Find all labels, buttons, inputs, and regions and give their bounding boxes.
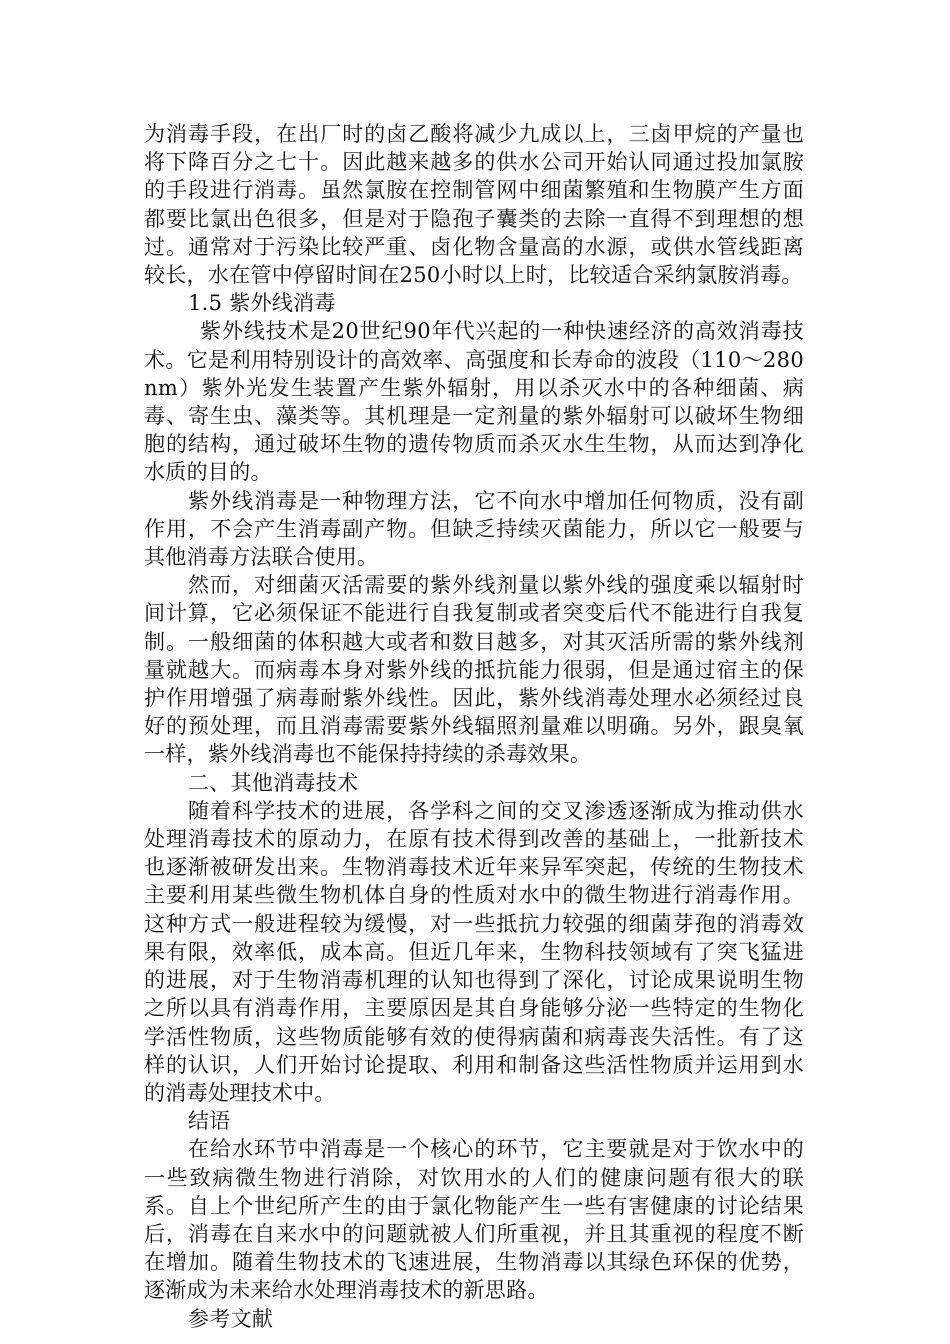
section-heading-conclusion: 结语: [188, 1109, 231, 1134]
paragraph-uv-intro: 紫外线技术是20世纪90年代兴起的一种快速经济的高效消毒技术。它是利用特别设计的高效率、高强度和长寿命的波段（110～280nm）紫外光发生装置产生紫外辐射，用以杀灭水中的各种细菌、病毒、寄生虫、藻类等。其机理是一定剂量的紫外辐射可以破坏生物细胞的结构，通过破坏生物的遗传物质而杀灭水生生物，从而达到净化水质的目的。: [144, 319, 804, 485]
paragraph-uv-physical: 紫外线消毒是一种物理方法，它不向水中增加任何物质，没有副作用，不会产生消毒副产物。但缺乏持续灭菌能力，所以它一般要与其他消毒方法联合使用。: [144, 488, 804, 570]
section-heading-uv: 1.5 紫外线消毒: [188, 291, 336, 316]
section-heading-references: 参考文献: [188, 1306, 274, 1331]
paragraph-uv-dose: 然而，对细菌灭活需要的紫外线剂量以紫外线的强度乘以辐射时间计算，它必须保证不能进行自我复制或者突变后代不能进行自我复制。一般细菌的体积越大或者和数目越多，对其灭活所需的紫外线剂量就越大。而病毒本身对紫外线的抵抗能力很弱，但是通过宿主的保护作用增强了病毒耐紫外线性。因此，紫外线消毒处理水必须经过良好的预处理，而且消毒需要紫外线辐照剂量难以明确。另外，跟臭氧一样，紫外线消毒也不能保持持续的杀毒效果。: [144, 573, 804, 767]
paragraph-bio-disinfection: 随着科学技术的进展，各学科之间的交叉渗透逐渐成为推动供水处理消毒技术的原动力，在原有技术得到改善的基础上，一批新技术也逐渐被研发出来。生物消毒技术近年来异军突起，传统的生物技术主要利用某些微生物机体自身的性质对水中的微生物进行消毒作用。这种方式一般进程较为缓慢，对一些抵抗力较强的细菌芽孢的消毒效果有限，效率低，成本高。但近几年来，生物科技领域有了突飞猛进的进展，对于生物消毒机理的认知也得到了深化，讨论成果说明生物之所以具有消毒作用，主要原因是其自身能够分泌一些特定的生物化学活性物质，这些物质能够有效的使得病菌和病毒丧失活性。有了这样的认识，人们开始讨论提取、利用和制备这些活性物质并运用到水的消毒处理技术中。: [144, 798, 804, 1105]
paragraph-chloramine-continued: 为消毒手段，在出厂时的卤乙酸将减少九成以上，三卤甲烷的产量也将下降百分之七十。因此越来越多的供水公司开始认同通过投加氯胺的手段进行消毒。虽然氯胺在控制管网中细菌繁殖和生物膜产生方面都要比氯出色很多，但是对于隐孢子囊类的去除一直得不到理想的想过。通常对于污染比较严重、卤化物含量高的水源，或供水管线距离较长，水在管中停留时间在250小时以上时，比较适合采纳氯胺消毒。: [144, 122, 804, 288]
document-body: [144, 120, 804, 1333]
section-heading-other: 二、其他消毒技术: [188, 770, 359, 795]
paragraph-conclusion: 在给水环节中消毒是一个核心的环节，它主要就是对于饮水中的一些致病微生物进行消除，对饮用水的人们的健康问题有很大的联系。自上个世纪所产生的由于氯化物能产生一些有害健康的讨论结果后，消毒在自来水中的问题就被人们所重视，并且其重视的程度不断在增加。随着生物技术的飞速进展，生物消毒以其绿色环保的优势，逐渐成为未来给水处理消毒技术的新思路。: [144, 1137, 804, 1303]
